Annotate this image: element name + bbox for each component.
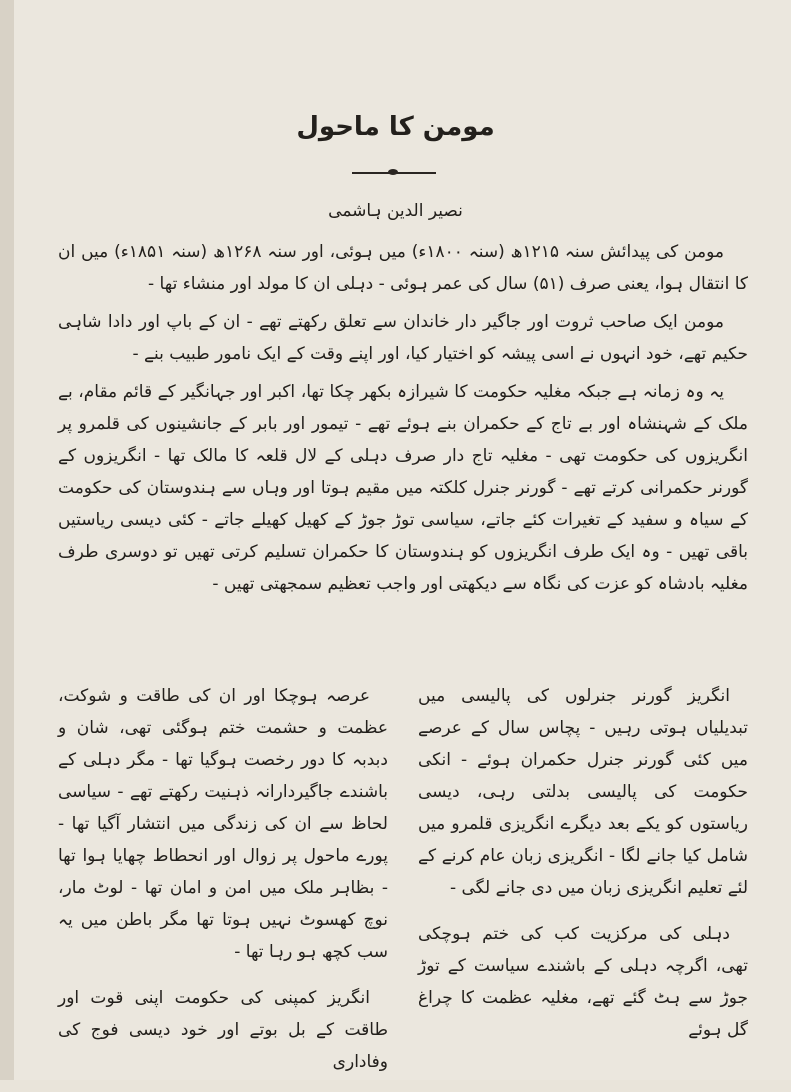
right-column xyxy=(418,680,748,1092)
title-ornament-rule xyxy=(352,172,436,174)
paragraph: یہ وہ زمانہ ہے جبکہ مغلیہ حکومت کا شیرازہ بکھر چکا تھا، اکبر اور جہانگیر کے قائم مقام، بے ملک کے شہنشاہ اور بے تاج کے حکمران بنے ہوئے تھے - تیمور اور بابر کے جانشینوں کی قلمرو پر انگریزوں کی حکومت تھی - مغلیہ تاج دار صرف دہلی کے لال قلعہ کا مالک تھا - انگریزوں کے گورنر حکمرانی کرتے تھے - گورنر جنرل کلکتہ میں مقیم ہوتا اور وہاں سے ہندوستان کی حکومت کے سیاہ و سفید کے تغیرات کئے جاتے، سیاسی توڑ جوڑ کے کھیل کھیلے جاتے - کئی دیسی ریاستیں باقی تھیں - وہ ایک طرف انگریزوں کو ہندوستان کا حکمران تسلیم کرتی تھیں تو دوسری طرف مغلیہ بادشاہ کو عزت کی نگاہ سے دیکھتی اور واجب تعظیم سمجھتی تھیں - xyxy=(58,382,748,594)
paragraph: انگریز کمپنی کی حکومت اپنی قوت اور طاقت کے بل بوتے اور خود دیسی فوج کی وفاداری xyxy=(58,988,388,1072)
author-name: نصیر الدین ہاشمی xyxy=(328,201,463,221)
paragraph: دہلی کی مرکزیت کب کی ختم ہوچکی تھی، اگرچہ دہلی کے باشندے سیاست کے توڑ جوڑ سے ہٹ گئے تھے، مغلیہ عظمت کا چراغ گل ہوئے xyxy=(418,924,748,1040)
left-column xyxy=(58,680,388,1092)
paragraph: عرصہ ہوچکا اور ان کی طاقت و شوکت، عظمت و حشمت ختم ہوگئی تھی، شان و دبدبہ کا دور رخصت ہوگیا تھا - مگر دہلی کے باشندے جاگیردارانہ ذہنیت رکھتے تھے - سیاسی لحاظ سے ان کی زندگی میں انتشار آگیا تھا - پورے ماحول پر زوال اور انحطاط چھایا ہوا تھا - بظاہر ملک میں امن و امان تھا - لوٹ مار، نوچ کھسوٹ نہیں ہوتا تھا مگر باطن میں یہ سب کچھ ہو رہا تھا - xyxy=(58,686,388,962)
article-body xyxy=(58,236,748,606)
paragraph: مومن کی پیدائش سنہ ۱۲۱۵ھ (سنہ ۱۸۰۰ء) میں ہوئی، اور سنہ ۱۲۶۸ھ (سنہ ۱۸۵۱ء) میں ان کا انتقال ہوا، یعنی صرف (۵۱) سال کی عمر ہوئی - دہلی ان کا مولد اور منشاء تھا - xyxy=(58,242,748,294)
paragraph: انگریز گورنر جنرلوں کی پالیسی میں تبدیلیاں ہوتی رہیں - پچاس سال کے عرصے میں کئی گورنر جنرل حکمران ہوئے - انکی حکومت کی پالیسی بدلتی رہی، دیسی ریاستوں کو یکے بعد دیگرے انگریزی قلمرو میں شامل کیا جانے لگا - انگریزی زبان عام کرنے کے لئے تعلیم انگریزی زبان میں دی جانے لگی - xyxy=(418,686,748,898)
two-column-section xyxy=(58,680,748,1092)
page-title: مومن کا ماحول xyxy=(296,112,495,142)
paragraph: مومن ایک صاحب ثروت اور جاگیر دار خاندان سے تعلق رکھتے تھے - ان کے باپ اور دادا شاہی حکیم تھے، خود انہوں نے اسی پیشہ کو اختیار کیا، اور اپنے وقت کے ایک نامور طبیب بنے - xyxy=(58,312,748,364)
